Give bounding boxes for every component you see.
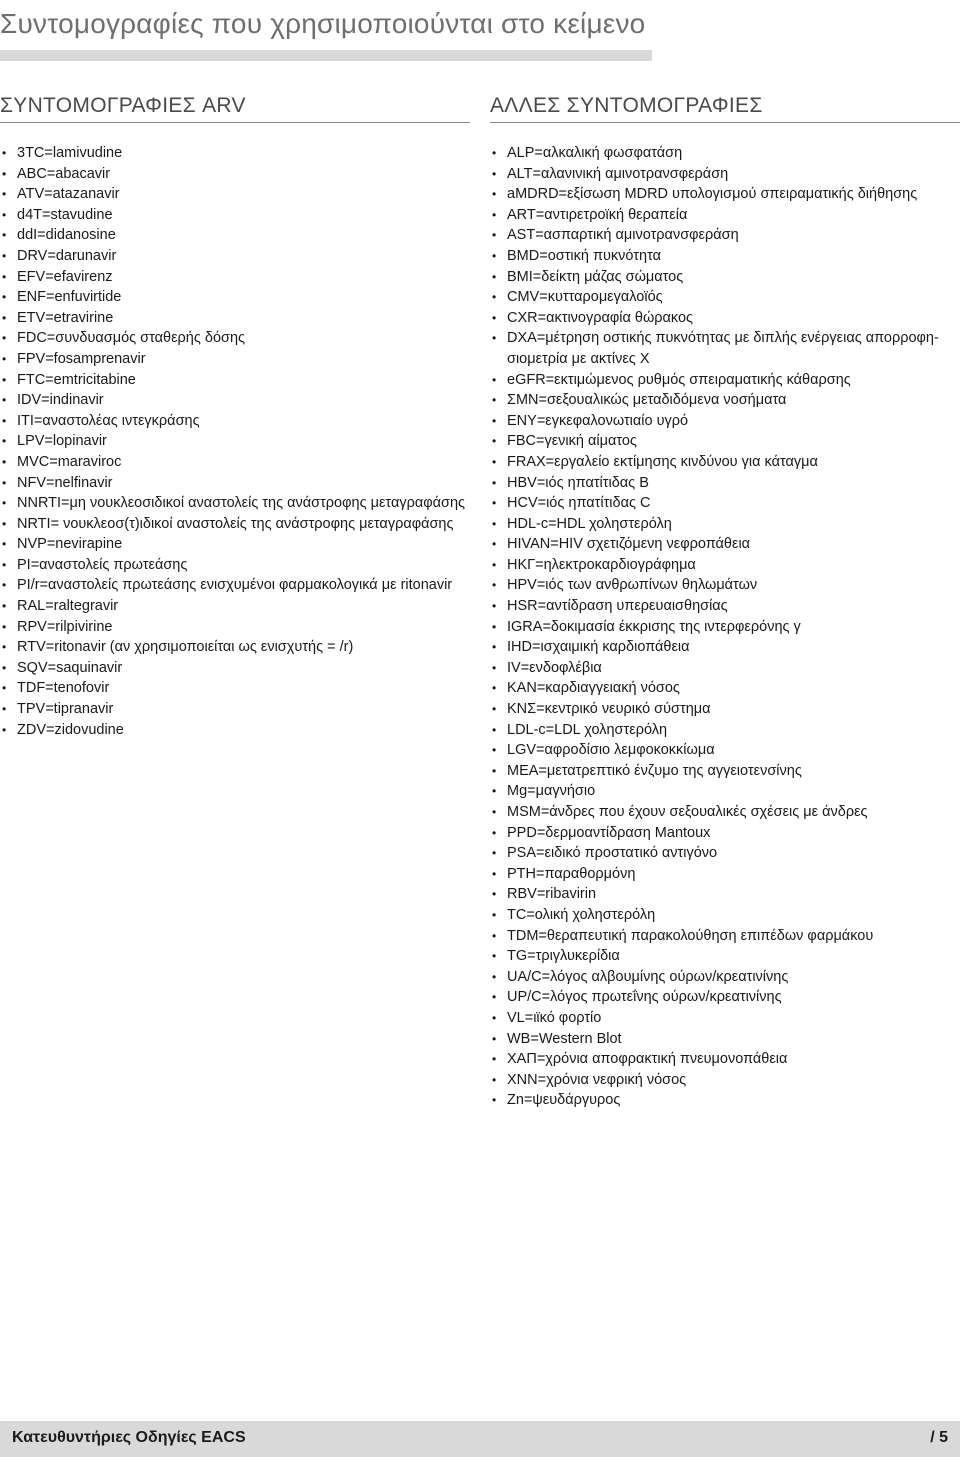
list-item: • PPD=δερμοαντίδραση Mantoux [490, 823, 960, 844]
list-item: • BMI=δείκτη μάζας σώματος [490, 267, 960, 288]
list-item: • AST=ασπαρτική αμινοτρανσφεράση [490, 225, 960, 246]
list-item: • HSR=αντίδραση υπερευαισθησίας [490, 596, 960, 617]
list-item: • ART=αντιρετροϊκή θεραπεία [490, 205, 960, 226]
list-item: • RBV=ribavirin [490, 884, 960, 905]
list-item: • ΣΜΝ=σεξουαλικώς μεταδιδόμενα νοσήματα [490, 390, 960, 411]
title-underline-bar [0, 50, 652, 61]
list-item: • IGRA=δοκιμασία έκκρισης της ιντερφερόνης γ [490, 617, 960, 638]
list-item: • ALT=αλανινική αμινοτρανσφεράση [490, 164, 960, 185]
list-item: • IHD=ισχαιμική καρδιοπάθεια [490, 637, 960, 658]
list-item: • eGFR=εκτιμώμενος ρυθμός σπειραματικής κάθαρσης [490, 370, 960, 391]
list-item: • CXR=ακτινογραφία θώρακος [490, 308, 960, 329]
list-item: • EFV=efavirenz [0, 267, 470, 288]
list-item: • WB=Western Blot [490, 1029, 960, 1050]
list-item: • TDF=tenofovir [0, 678, 470, 699]
arv-section-heading: ΣΥΝΤΟΜΟΓΡΑΦΙΕΣ ARV [0, 94, 470, 123]
list-item: • aMDRD=εξίσωση MDRD υπολογισμού σπειραματικής διήθησης [490, 184, 960, 205]
list-item: • 3TC=lamivudine [0, 143, 470, 164]
list-item: • HPV=ιός των ανθρωπίνων θηλωμάτων [490, 575, 960, 596]
list-item: • PTH=παραθορμόνη [490, 864, 960, 885]
list-item: • HBV=ιός ηπατίτιδας B [490, 473, 960, 494]
list-item: • Mg=μαγνήσιο [490, 781, 960, 802]
list-item: • ETV=etravirine [0, 308, 470, 329]
other-abbreviations-section [490, 94, 960, 1111]
footer-document-title: Κατευθυντήριες Οδηγίες EACS [12, 1429, 246, 1446]
list-item: • FTC=emtricitabine [0, 370, 470, 391]
list-item: • ABC=abacavir [0, 164, 470, 185]
list-item: • FDC=συνδυασμός σταθερής δόσης [0, 328, 470, 349]
list-item: • NNRTI=μη νουκλεοσιδικοί αναστολείς της ανάστροφης μεταγραφάσης [0, 493, 470, 514]
list-item: • FBC=γενική αίματος [490, 431, 960, 452]
list-item: • ΧΝΝ=χρόνια νεφρική νόσος [490, 1070, 960, 1091]
list-item: • ITI=αναστολέας ιντεγκράσης [0, 411, 470, 432]
list-item: • ΧΑΠ=χρόνια αποφρακτική πνευμονοπάθεια [490, 1049, 960, 1070]
list-item: • ΚΑΝ=καρδιαγγειακή νόσος [490, 678, 960, 699]
list-item: • LDL-c=LDL χοληστερόλη [490, 720, 960, 741]
list-item: • ΗΚΓ=ηλεκτροκαρδιογράφημα [490, 555, 960, 576]
list-item: • SQV=saquinavir [0, 658, 470, 679]
list-item: • UP/C=λόγος πρωτεΐνης ούρων/κρεατινίνης [490, 987, 960, 1008]
list-item: • ΕΝΥ=εγκεφαλονωτιαίο υγρό [490, 411, 960, 432]
list-item: • LGV=αφροδίσιο λεμφοκοκκίωμα [490, 740, 960, 761]
list-item: • ZDV=zidovudine [0, 720, 470, 741]
list-item: • PSA=ειδικό προστατικό αντιγόνο [490, 843, 960, 864]
other-section-heading: ΑΛΛΕΣ ΣΥΝΤΟΜΟΓΡΑΦΙΕΣ [490, 94, 960, 123]
list-item: • Zn=ψευδάργυρος [490, 1090, 960, 1111]
list-item: • ENF=enfuvirtide [0, 287, 470, 308]
list-item: • NVP=nevirapine [0, 534, 470, 555]
list-item: • PI=αναστολείς πρωτεάσης [0, 555, 470, 576]
list-item: • CMV=κυτταρομεγαλοϊός [490, 287, 960, 308]
list-item: • DXA=μέτρηση οστικής πυκνότητας με διπλής ενέργειας απορροφη-σιομετρία με ακτίνες X [490, 328, 960, 369]
list-item: • d4T=stavudine [0, 205, 470, 226]
other-abbreviation-list [490, 143, 960, 1111]
list-item: • BMD=οστική πυκνότητα [490, 246, 960, 267]
arv-abbreviations-section [0, 94, 470, 740]
list-item: • IV=ενδοφλέβια [490, 658, 960, 679]
list-item: • LPV=lopinavir [0, 431, 470, 452]
page-title: Συντομογραφίες που χρησιμοποιούνται στο κείμενο [0, 8, 646, 39]
list-item: • ALP=αλκαλική φωσφατάση [490, 143, 960, 164]
page-footer [0, 1421, 960, 1457]
list-item: • TC=ολική χοληστερόλη [490, 905, 960, 926]
list-item: • TPV=tipranavir [0, 699, 470, 720]
list-item: • TDM=θεραπευτική παρακολούθηση επιπέδων φαρμάκου [490, 926, 960, 947]
list-item: • TG=τριγλυκερίδια [490, 946, 960, 967]
list-item: • HCV=ιός ηπατίτιδας C [490, 493, 960, 514]
list-item: • ΚΝΣ=κεντρικό νευρικό σύστημα [490, 699, 960, 720]
list-item: • ATV=atazanavir [0, 184, 470, 205]
list-item: • ddI=didanosine [0, 225, 470, 246]
list-item: • RAL=raltegravir [0, 596, 470, 617]
list-item: • UA/C=λόγος αλβουμίνης ούρων/κρεατινίνης [490, 967, 960, 988]
list-item: • MSM=άνδρες που έχουν σεξουαλικές σχέσεις με άνδρες [490, 802, 960, 823]
list-item: • RPV=rilpivirine [0, 617, 470, 638]
arv-abbreviation-list [0, 143, 470, 740]
list-item: • HDL-c=HDL χοληστερόλη [490, 514, 960, 535]
list-item: • DRV=darunavir [0, 246, 470, 267]
list-item: • IDV=indinavir [0, 390, 470, 411]
list-item: • ΜΕΑ=μετατρεπτικό ένζυμο της αγγειοτενσίνης [490, 761, 960, 782]
list-item: • FRAX=εργαλείο εκτίμησης κινδύνου για κάταγμα [490, 452, 960, 473]
list-item: • PI/r=αναστολείς πρωτεάσης ενισχυμένοι φαρμακολογικά με ritonavir [0, 575, 470, 596]
list-item: • VL=ιϊκό φορτίο [490, 1008, 960, 1029]
footer-page-number: / 5 [930, 1429, 948, 1446]
list-item: • RTV=ritonavir (αν χρησιμοποιείται ως ενισχυτής = /r) [0, 637, 470, 658]
list-item: • NFV=nelfinavir [0, 473, 470, 494]
list-item: • HIVAN=HIV σχετιζόμενη νεφροπάθεια [490, 534, 960, 555]
list-item: • NRTI= νουκλεοσ(τ)ιδικοί αναστολείς της ανάστροφης μεταγραφάσης [0, 514, 470, 535]
list-item: • MVC=maraviroc [0, 452, 470, 473]
list-item: • FPV=fosamprenavir [0, 349, 470, 370]
